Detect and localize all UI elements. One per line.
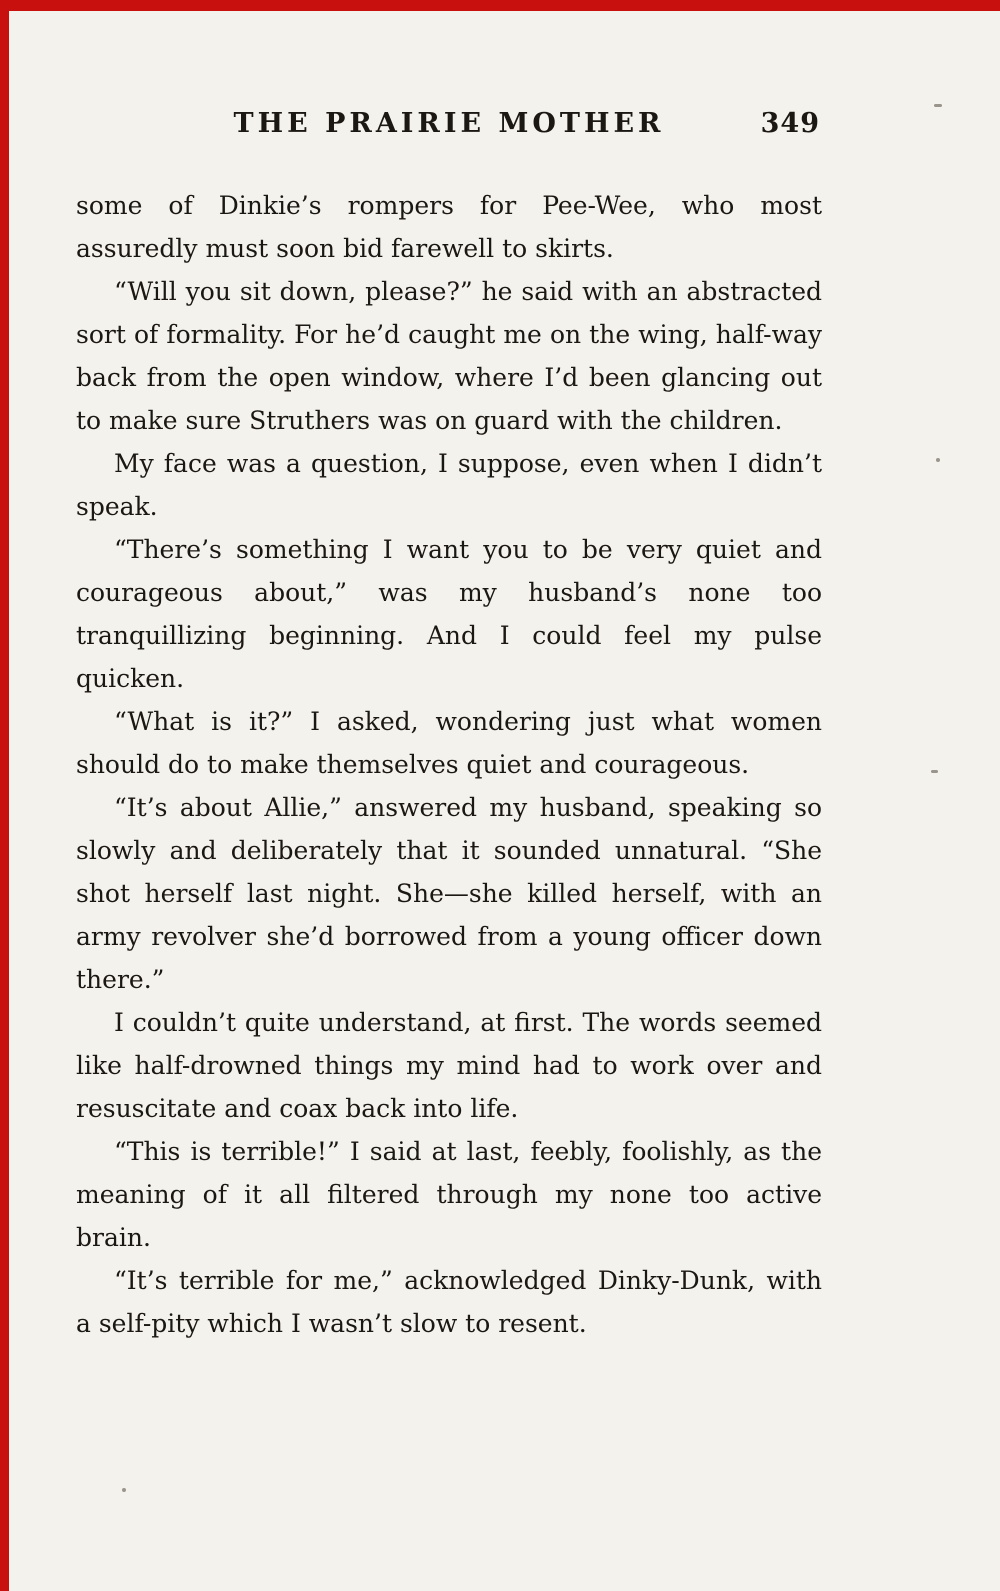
paragraph: “It’s about Allie,” answered my husband, speaking so slowly and deliberately that it sounded unnatural. “She shot herself last night. She—she killed herself, with an army revolver she’d borrowed from a young officer down there.” bbox=[76, 793, 822, 994]
scan-speck bbox=[936, 458, 940, 462]
running-head-title: THE PRAIRIE MOTHER bbox=[233, 108, 665, 139]
scan-speck bbox=[122, 1488, 126, 1492]
paragraph: “This is terrible!” I said at last, feebly, foolishly, as the meaning of it all filtered through my none too active brain. bbox=[76, 1137, 822, 1252]
paragraph: some of Dinkie’s rompers for Pee-Wee, who most assuredly must soon bid farewell to skirts. bbox=[76, 191, 822, 263]
scan-speck bbox=[934, 104, 942, 107]
page-body bbox=[76, 184, 822, 1345]
scan-border-top bbox=[0, 0, 1000, 11]
paragraph: “What is it?” I asked, wondering just what women should do to make themselves quiet and courageous. bbox=[76, 707, 822, 779]
paragraph: “There’s something I want you to be very quiet and courageous about,” was my husband’s none too tranquillizing beginning. And I could feel my pulse quicken. bbox=[76, 535, 822, 693]
paragraph: “It’s terrible for me,” acknowledged Dinky-Dunk, with a self-pity which I wasn’t slow to resent. bbox=[76, 1266, 822, 1338]
paragraph: “Will you sit down, please?” he said with an abstracted sort of formality. For he’d caught me on the wing, half-way back from the open window, where I’d been glancing out to make sure Struthers was on guard with the children. bbox=[76, 277, 822, 435]
scan-border-left bbox=[0, 0, 9, 1591]
scan-speck bbox=[931, 770, 938, 773]
paragraph: I couldn’t quite understand, at first. The words seemed like half-drowned things my mind had to work over and resuscitate and coax back into life. bbox=[76, 1008, 822, 1123]
running-head bbox=[76, 108, 822, 152]
page-column bbox=[76, 108, 822, 1345]
page-number: 349 bbox=[760, 108, 820, 139]
paragraph: My face was a question, I suppose, even when I didn’t speak. bbox=[76, 449, 822, 521]
